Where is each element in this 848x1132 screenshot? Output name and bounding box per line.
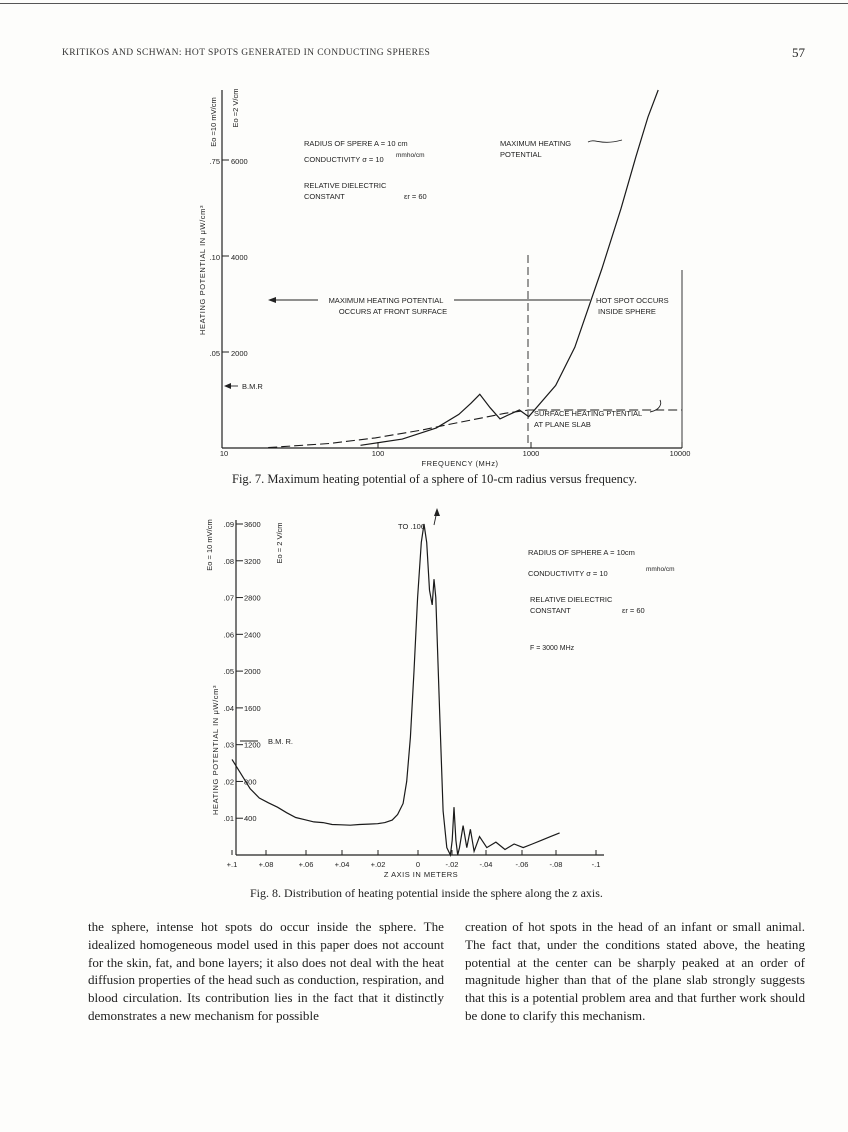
fig7-xtick: 1000 — [522, 449, 540, 458]
fig7-annot-front-1: MAXIMUM HEATING POTENTIAL — [328, 296, 444, 305]
fig8-ytick-right: 1200 — [244, 740, 261, 750]
fig7-ytick-right: 2000 — [231, 349, 248, 358]
fig8-ytick-right: 2400 — [244, 630, 261, 640]
fig7-ytick-right: 6000 — [231, 157, 248, 166]
fig8-ytick-right: 400 — [244, 814, 257, 824]
fig7-ytick-left: .10 — [209, 253, 220, 262]
fig7-y-axis-label: HEATING POTENTIAL IN μW/cm³ — [198, 204, 207, 336]
fig8-param-radius: RADIUS OF SPHERE A = 10cm — [528, 548, 635, 557]
fig8-xtick: -.08 — [549, 860, 563, 869]
fig7-y-left-title: Eo =10 mV/cm — [209, 97, 218, 147]
page-number: 57 — [792, 45, 805, 60]
fig8-ytick-left: .07 — [223, 593, 234, 603]
fig8-y-ticks — [224, 520, 261, 823]
fig8-ytick-left: .02 — [223, 777, 234, 787]
figure-7-chart — [0, 70, 848, 470]
fig8-annot-to-peak: TO .106 — [398, 522, 425, 531]
fig7-ytick-right: 4000 — [231, 253, 248, 262]
fig8-ytick-left: .08 — [223, 556, 234, 566]
fig8-xtick: +.06 — [298, 860, 314, 869]
fig7-annot-max-heating-1: MAXIMUM HEATING — [500, 139, 572, 148]
fig7-param-dielectric-val: εr = 60 — [404, 192, 427, 201]
fig7-xtick: 10000 — [669, 449, 691, 458]
fig8-xtick: -.06 — [515, 860, 529, 869]
fig8-y-right-title: Eo = 2 V/cm — [275, 522, 284, 564]
fig8-y-left-title: Eo = 10 mV/cm — [205, 519, 214, 571]
figure-8-chart — [0, 505, 848, 885]
fig8-param-conductivity: CONDUCTIVITY σ = 10 — [528, 569, 608, 578]
fig8-series-distribution — [232, 524, 560, 855]
fig7-xtick: 100 — [371, 449, 385, 458]
fig7-annot-max-heating-2: POTENTIAL — [500, 150, 542, 159]
fig7-param-conductivity-unit: mmho/cm — [396, 152, 425, 159]
fig8-ytick-left: .04 — [223, 703, 234, 713]
fig8-ytick-left: .09 — [223, 520, 234, 529]
fig8-param-dielectric-1: RELATIVE DIELECTRIC — [530, 595, 613, 604]
fig7-x-axis-label: FREQUENCY (MHz) — [421, 459, 499, 468]
fig8-ytick-right: 2000 — [244, 667, 261, 677]
fig7-bmr-label: B.M.R — [242, 382, 263, 391]
fig7-ytick-left: .05 — [209, 349, 220, 358]
fig8-ytick-right: 3600 — [244, 520, 261, 529]
fig8-y-axis-label: HEATING POTENTIAL IN μW/cm³ — [211, 684, 220, 816]
fig7-annot-surface-2: AT PLANE SLAB — [534, 420, 591, 429]
fig7-param-conductivity: CONDUCTIVITY σ = 10 — [304, 155, 384, 164]
figure-8 — [0, 505, 848, 890]
fig8-ytick-left: .01 — [223, 814, 234, 824]
figure-8-caption: Fig. 8. Distribution of heating potential inside the sphere along the z axis. — [250, 886, 603, 900]
top-rule — [0, 3, 848, 4]
fig8-param-conductivity-unit: mmho/cm — [646, 566, 675, 573]
fig8-ytick-left: .05 — [223, 667, 234, 677]
fig8-xtick: +.04 — [334, 860, 350, 869]
fig8-ytick-left: .06 — [223, 630, 234, 640]
running-head: KRITIKOS AND SCHWAN: HOT SPOTS GENERATED IN CONDUCTING SPHERES — [62, 48, 431, 58]
fig8-bmr-label: B.M. R. — [268, 737, 294, 746]
figure-7-caption: Fig. 7. Maximum heating potential of a sphere of 10-cm radius versus frequency. — [232, 472, 637, 486]
fig8-xtick: +.1 — [226, 860, 238, 869]
fig8-xtick: 0 — [415, 860, 421, 869]
fig8-param-dielectric-val: εr = 60 — [622, 606, 645, 615]
fig8-xtick: -.04 — [479, 860, 493, 869]
fig7-xtick: 10 — [219, 449, 229, 458]
fig7-x-ticks — [220, 442, 691, 458]
fig8-xtick: -.1 — [591, 860, 601, 869]
fig8-xtick: +.08 — [258, 860, 274, 869]
fig8-ytick-right: 2800 — [244, 593, 261, 603]
fig8-param-dielectric-2: CONSTANT — [530, 606, 571, 615]
fig7-y-right-title: Eo =2 V/cm — [231, 88, 240, 128]
fig8-x-ticks — [227, 850, 601, 869]
figure-7 — [0, 70, 848, 475]
fig7-pointer-max-heating — [588, 140, 622, 142]
fig7-annot-surface-1: SURFACE HEATING PTENTIAL — [534, 409, 643, 418]
fig8-ytick-right: 1600 — [244, 703, 261, 713]
fig7-y-ticks — [210, 157, 248, 358]
body-text-left: the sphere, intense hot spots do occur inside the sphere. The idealized homogeneous model used in this paper does not account for the skin, fat, and bone layers; it also does not deal with the heat diffusion properties of the head such as conduction, respiration, and blood circulation. Its contribution lies in the fact that it distinctly demonstrates a new mechanism for possible — [88, 919, 444, 1023]
fig7-ytick-left: .75 — [209, 157, 220, 166]
fig7-annot-hotspot-1: HOT SPOT OCCURS — [596, 296, 669, 305]
fig8-x-axis-label: Z AXIS IN METERS — [383, 870, 459, 879]
fig8-param-freq: F = 3000 MHz — [530, 645, 575, 652]
fig7-annot-hotspot-2: INSIDE SPHERE — [598, 307, 656, 316]
fig7-annot-front-2: OCCURS AT FRONT SURFACE — [338, 307, 448, 316]
fig7-param-dielectric-2: CONSTANT — [304, 192, 345, 201]
body-text-right: creation of hot spots in the head of an infant or small animal. The fact that, under the conditions stated above, the heating potential at the center can be sharply peaked at an order of magnitude higher than that of the plane slab strongly suggests that this is a potential problem area and that further work should be done to clarify this mechanism. — [465, 919, 805, 1023]
fig8-ytick-left: .03 — [223, 740, 234, 750]
fig8-xtick: +.02 — [370, 860, 386, 869]
fig7-param-dielectric-1: RELATIVE DIELECTRIC — [304, 181, 387, 190]
fig8-xtick: -.02 — [445, 860, 459, 869]
fig7-param-radius: RADIUS OF SPERE A = 10 cm — [304, 139, 408, 148]
fig8-ytick-right: 800 — [244, 777, 257, 787]
fig8-ytick-right: 3200 — [244, 556, 261, 566]
